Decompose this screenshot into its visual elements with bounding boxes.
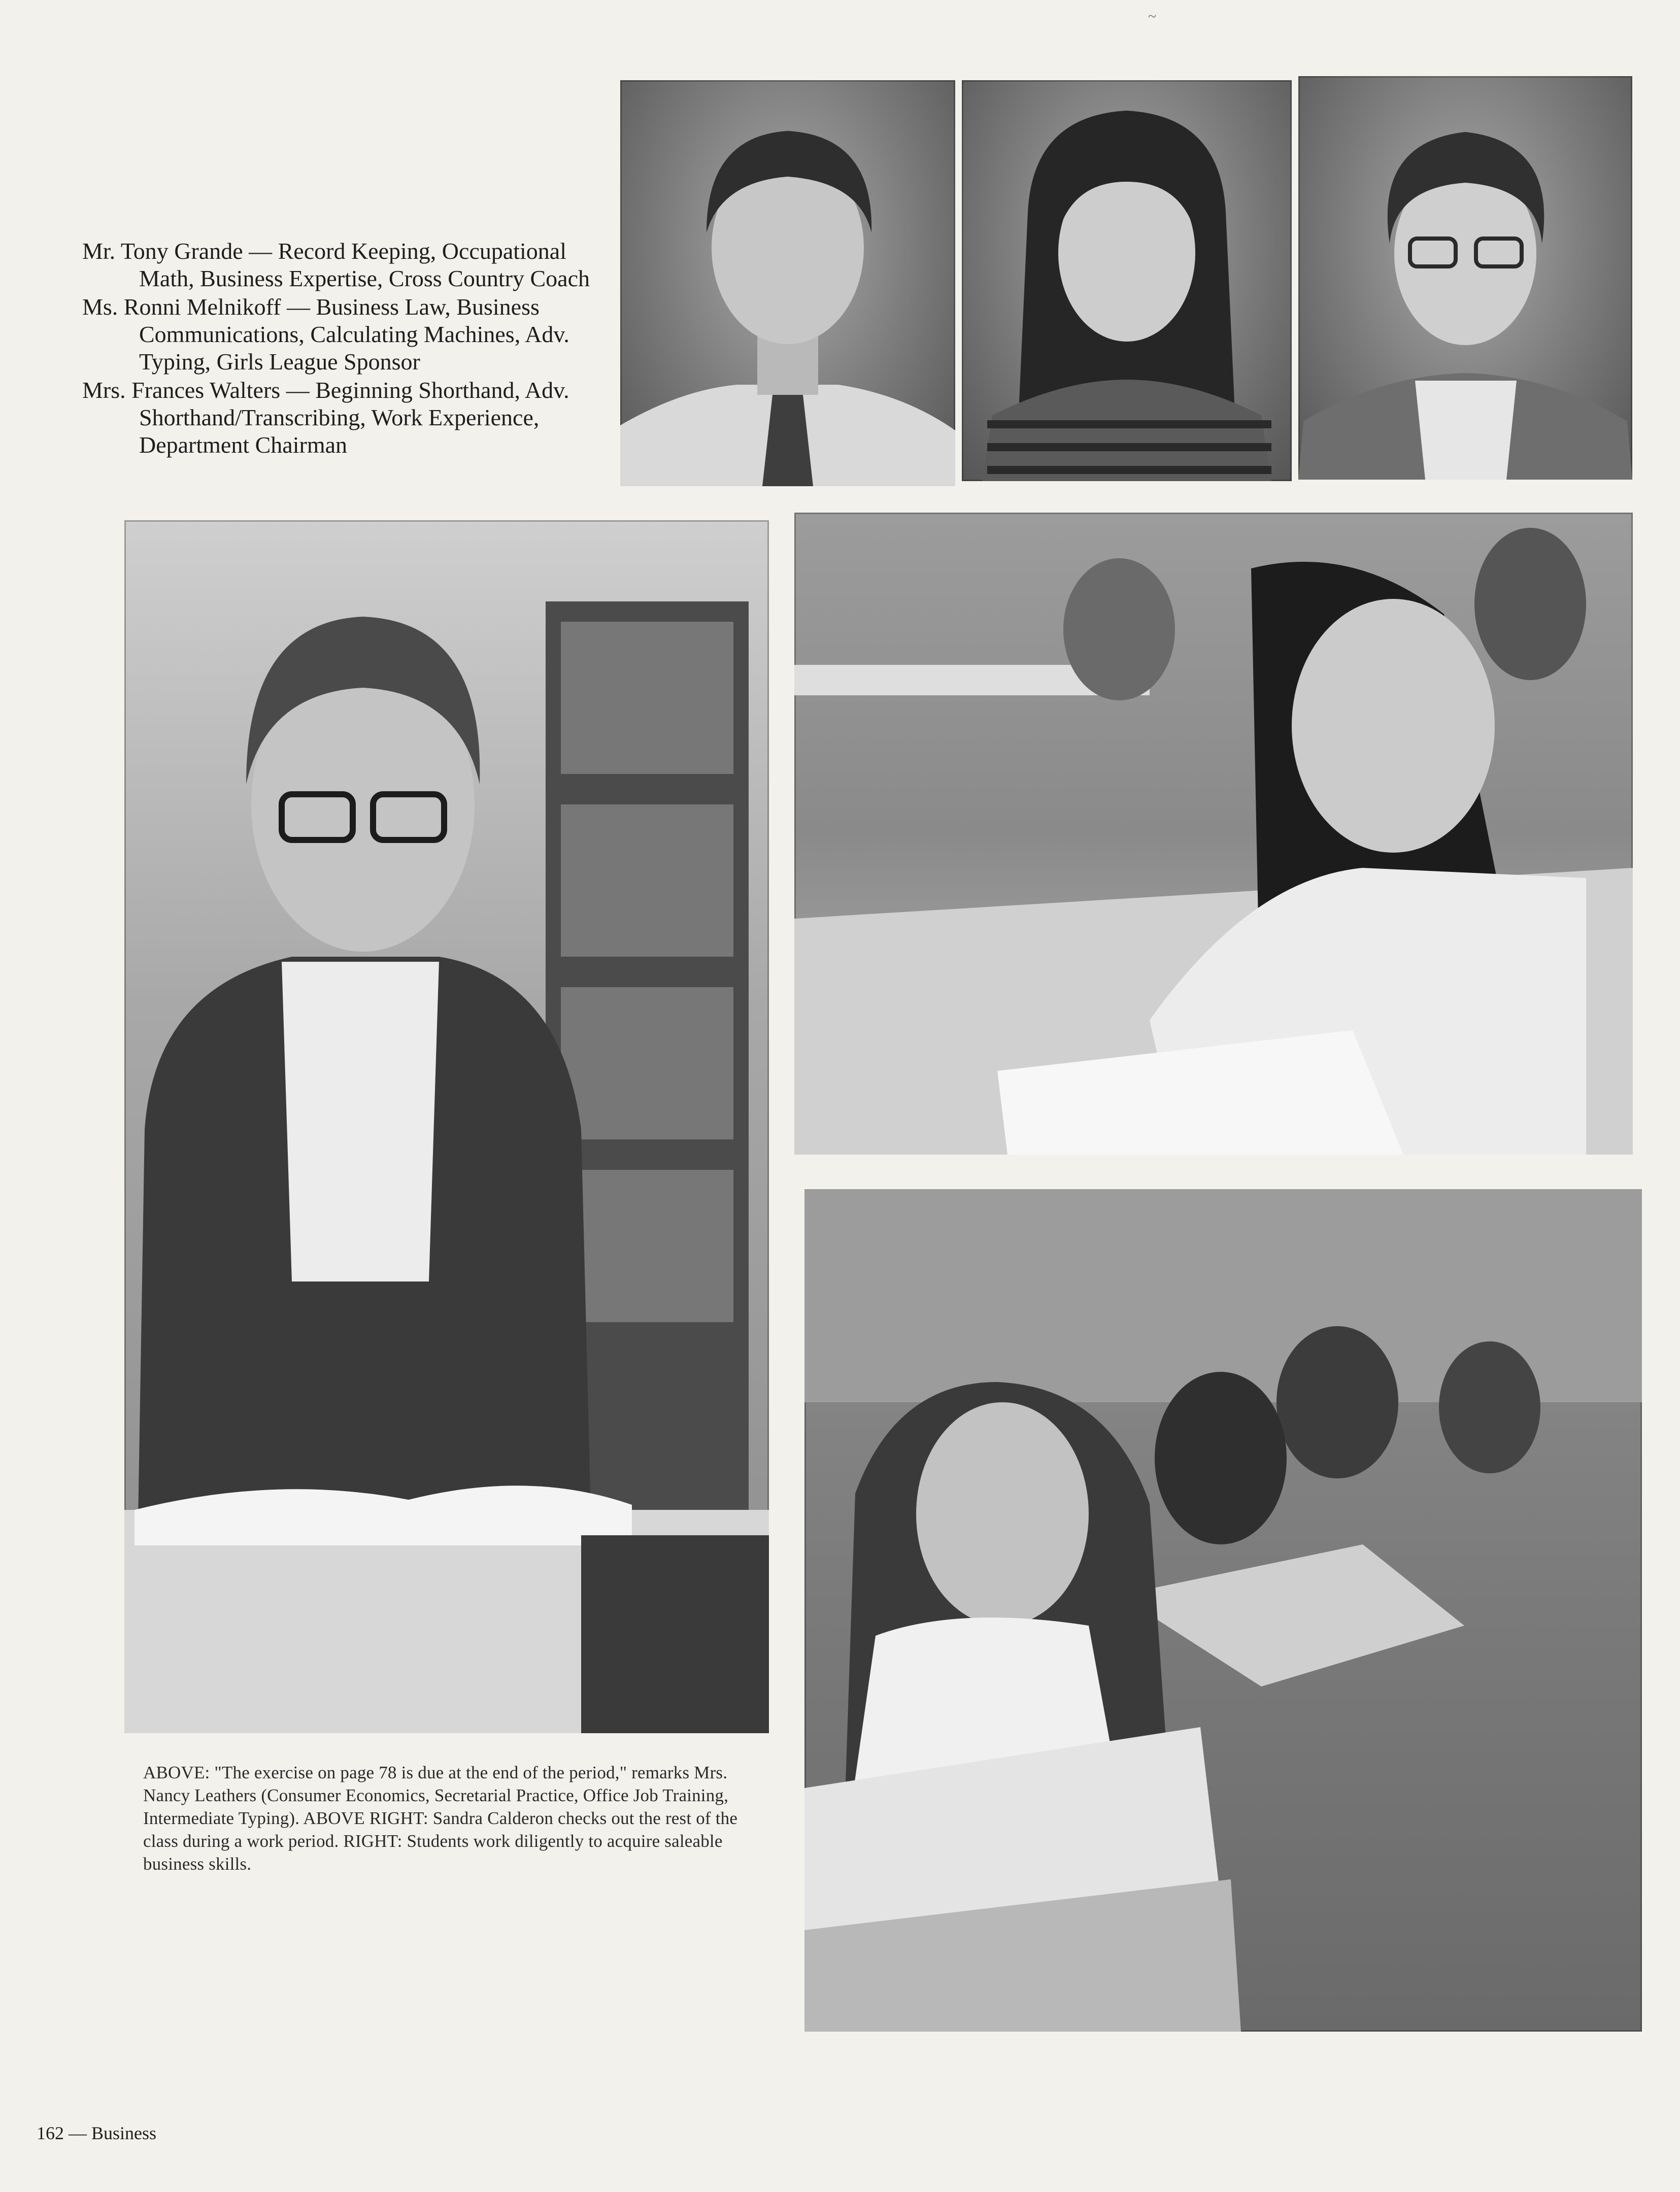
faculty-subjects: Business Law, Business Communications, Calculating Machines, Adv. Typing, Girls League Sponsor xyxy=(139,294,569,375)
photo-student-writing-image xyxy=(794,513,1633,1155)
portrait-ronni-melnikoff-image xyxy=(962,80,1292,481)
faculty-entry xyxy=(82,377,610,459)
faculty-name: Ms. Ronni Melnikoff xyxy=(82,294,281,320)
portrait-ronni-melnikoff xyxy=(962,80,1292,481)
faculty-subjects: Record Keeping, Occupational Math, Business Expertise, Cross Country Coach xyxy=(139,238,590,291)
photo-teacher-with-book-image xyxy=(124,520,769,1733)
corner-mark: ~ xyxy=(1148,8,1157,25)
portrait-frances-walters-image xyxy=(1298,76,1632,480)
faculty-list xyxy=(82,238,610,460)
faculty-separator: — xyxy=(281,294,316,320)
photo-student-writing xyxy=(794,513,1633,1155)
faculty-name: Mr. Tony Grande xyxy=(82,238,243,264)
faculty-entry xyxy=(82,238,610,292)
faculty-subjects: Beginning Shorthand, Adv. Shorthand/Transcribing, Work Experience, Department Chairman xyxy=(139,377,569,458)
faculty-entry xyxy=(82,293,610,376)
faculty-name: Mrs. Frances Walters xyxy=(82,377,281,403)
faculty-separator: — xyxy=(280,377,316,403)
photo-classroom-students xyxy=(804,1189,1642,2032)
portrait-frances-walters xyxy=(1298,76,1632,480)
faculty-separator: — xyxy=(243,238,278,264)
portrait-tony-grande-image xyxy=(620,80,955,486)
photo-classroom-students-image xyxy=(804,1189,1642,2032)
photo-caption: ABOVE: "The exercise on page 78 is due at the end of the period," remarks Mrs. Nancy Leathers (Consumer Economics, Secretarial Practice, Office Job Training, Intermediate Typing). ABOVE RIGHT: Sandra Calderon checks out the rest of the class during a work period. RIGHT: Students work diligently to acquire saleable business skills. xyxy=(143,1763,738,1874)
page-folio: 162 — Business xyxy=(37,2123,157,2143)
portrait-tony-grande xyxy=(620,80,955,486)
photo-teacher-with-book xyxy=(124,520,769,1733)
